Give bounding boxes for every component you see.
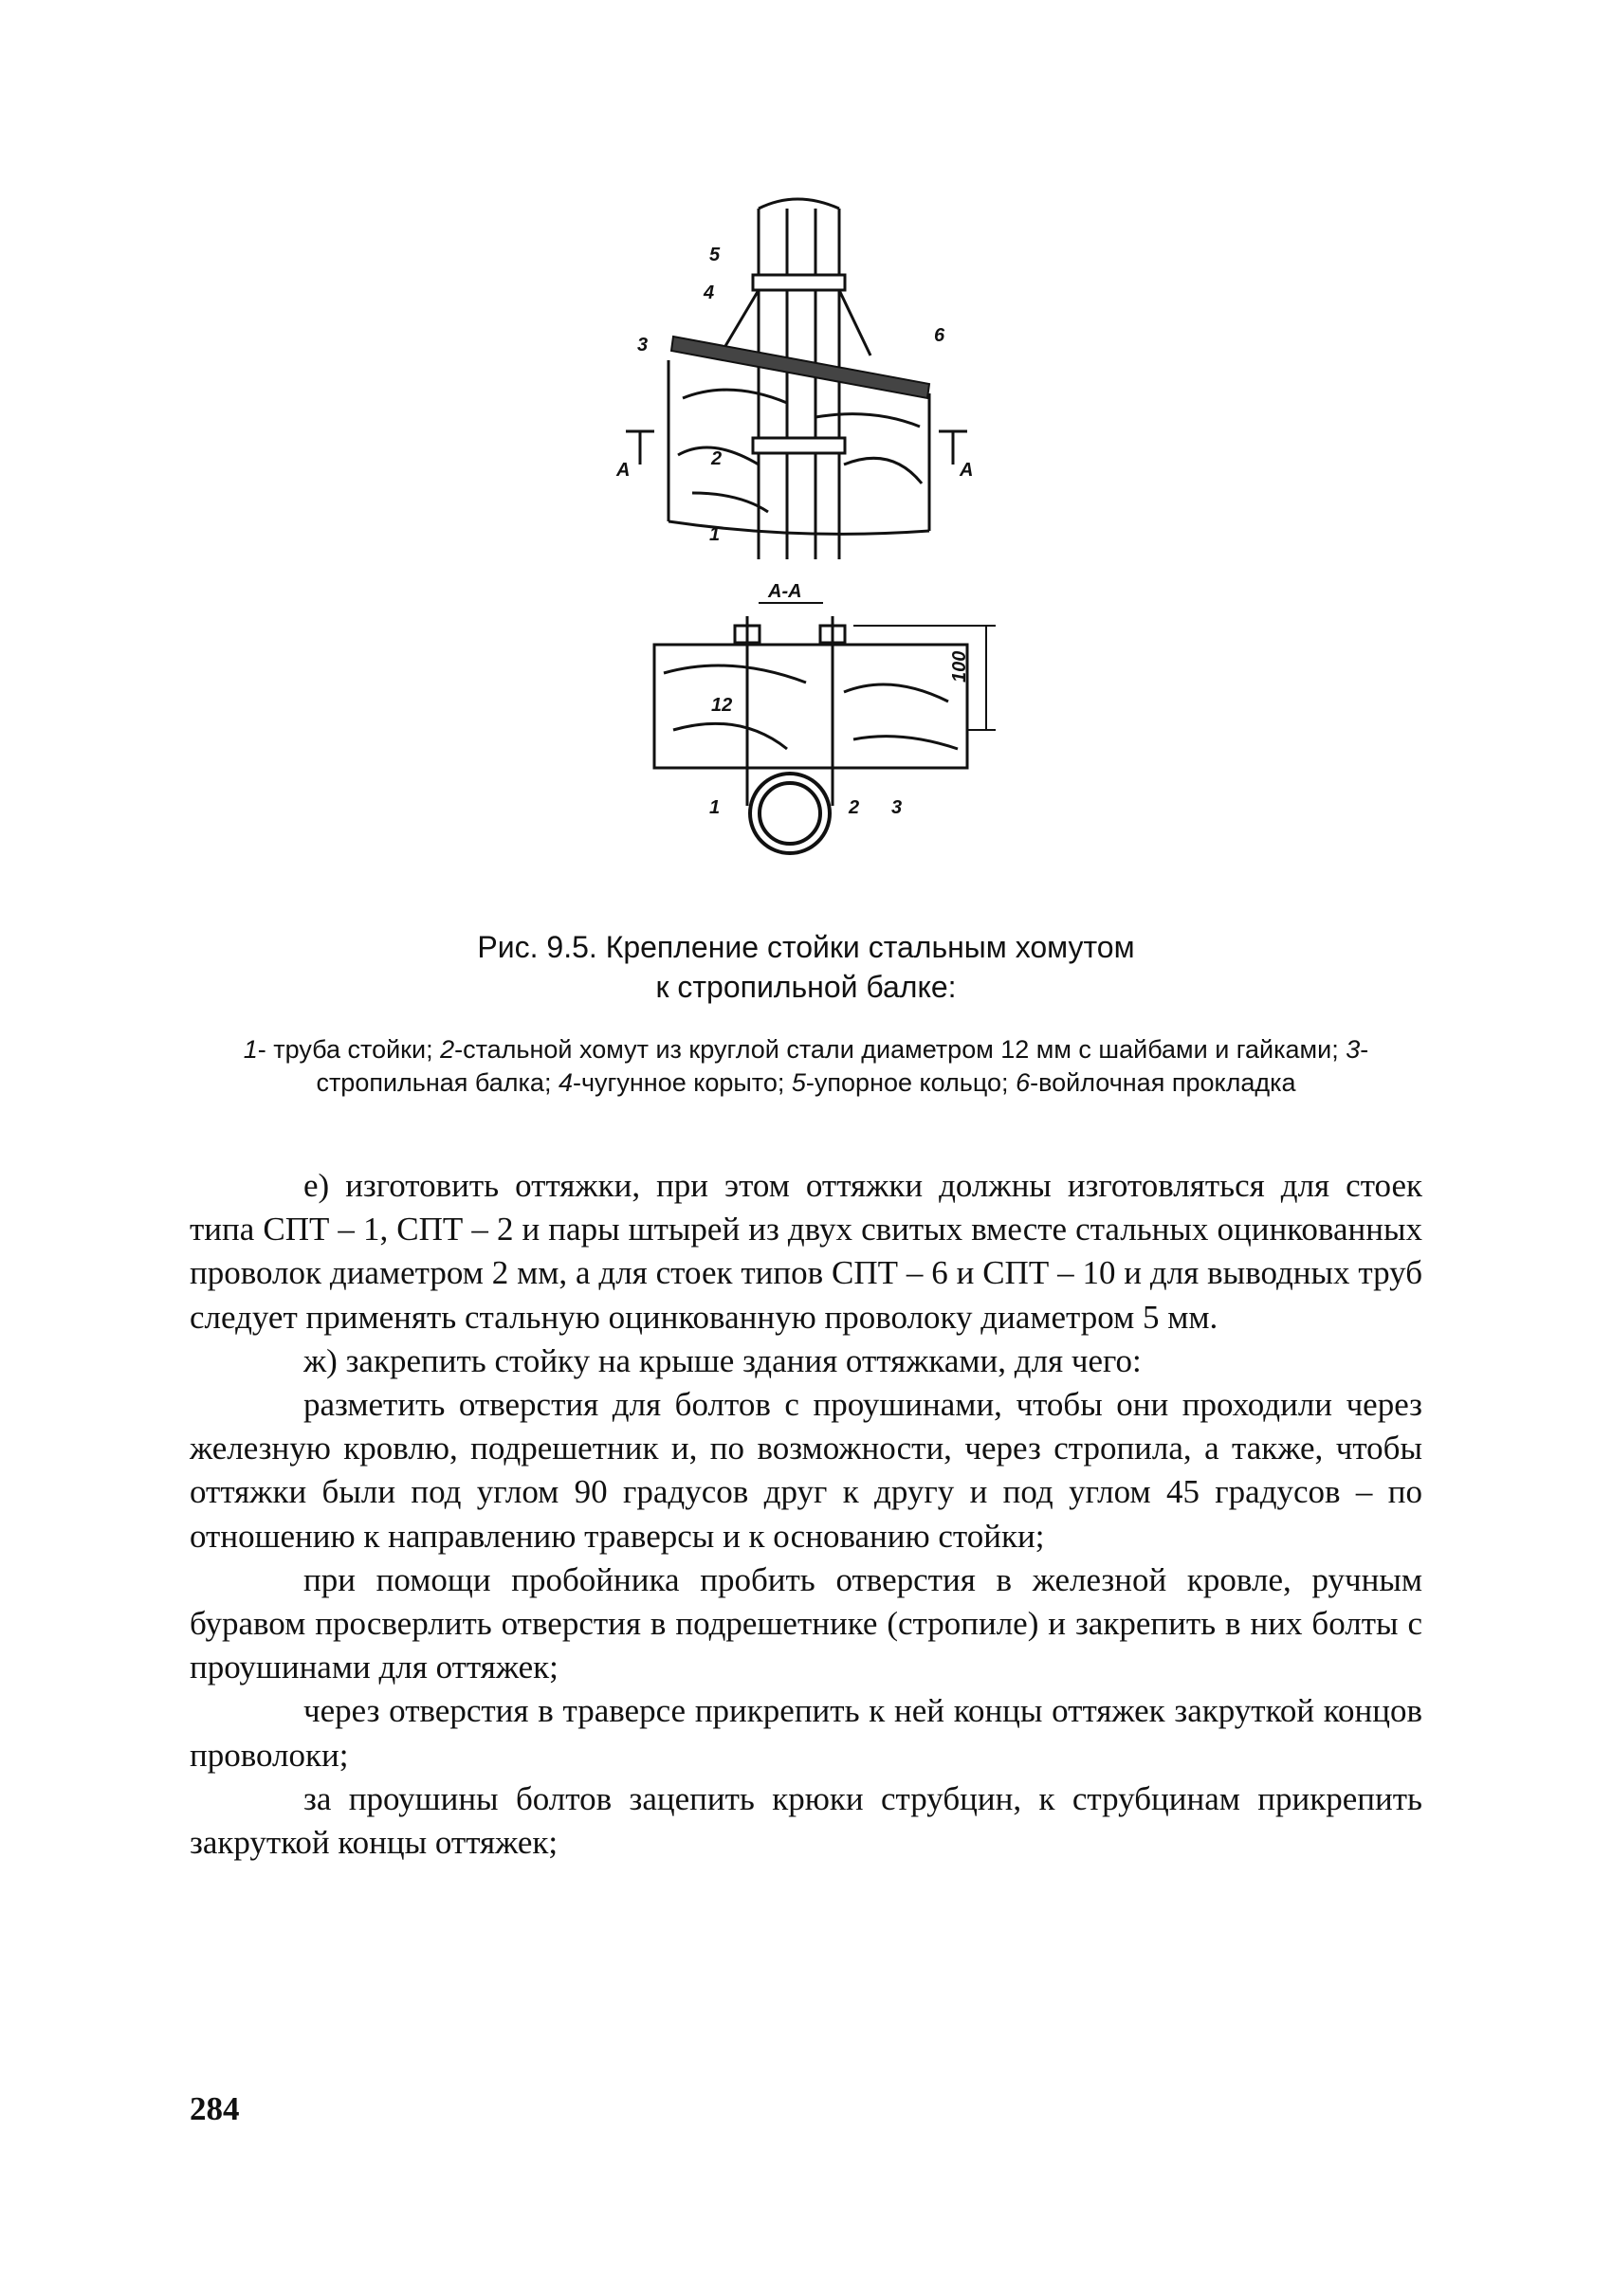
legend-text-1: - труба стойки; (257, 1035, 441, 1064)
label-a-left: А (616, 460, 631, 481)
label-6: 6 (934, 325, 945, 346)
dim-100 (853, 626, 996, 730)
cast-iron-trough (725, 290, 870, 355)
section-pipe (750, 774, 830, 853)
legend-text-3: -стропильная балка; (316, 1035, 1369, 1097)
figure-caption-title (247, 927, 1365, 1007)
paragraph-attach-traverse: через отверстия в траверсе прикрепить к ней концы оттяжек закруткой концов проволоки; (190, 1692, 1422, 1774)
legend-text-4: -чугунное корыто; (572, 1068, 792, 1097)
section-title: А-А (768, 581, 802, 602)
legend-num-2: 2 (440, 1035, 455, 1064)
label-1: 1 (709, 524, 721, 545)
label-a-right: А (960, 460, 974, 481)
caption-title-line-1: Рис. 9.5. Крепление стойки стальным хомутом (477, 930, 1135, 964)
legend-num-6: 6 (1016, 1068, 1031, 1097)
section-beam (654, 645, 967, 768)
caption-title-line-2: к стропильной балке: (655, 970, 957, 1004)
label-3-section: 3 (891, 797, 903, 818)
paragraph-zh: ж) закрепить стойку на крыше здания оттяжками, для чего: (303, 1341, 1142, 1379)
figure-9-5 (569, 180, 1024, 882)
label-12: 12 (711, 695, 733, 716)
legend-num-4: 4 (558, 1068, 573, 1097)
paragraph-punch-holes: при помощи пробойника пробить отверстия в железной кровле, ручным буравом просверлить отверстия в подрешетнике (стропиле) и закрепить в них болты с проушинами для оттяжек; (190, 1560, 1422, 1686)
legend-num-1: 1 (243, 1035, 258, 1064)
legend-num-3: 3 (1346, 1035, 1361, 1064)
body-text (190, 1164, 1422, 1865)
paragraph-hook-clamps: за проушины болтов зацепить крюки струбцин, к струбцинам прикрепить закруткой концы оттяжек; (190, 1779, 1422, 1862)
figure-legend (190, 1033, 1422, 1100)
label-1-section: 1 (709, 797, 721, 818)
legend-text-5: -упорное кольцо; (805, 1068, 1017, 1097)
legend-text-2: -стальной хомут из круглой стали диаметром 12 мм с шайбами и гайками; (454, 1035, 1346, 1064)
label-100: 100 (949, 650, 970, 683)
page-number: 284 (190, 2090, 240, 2127)
stop-ring (753, 275, 845, 290)
paragraph-e: е) изготовить оттяжки, при этом оттяжки должны изготовляться для стоек типа СПТ – 1, СПТ – 2 и пары штырей из двух свитых вместе стальных оцинкованных проволок диаметром 2 мм, а для стоек типов СПТ – 6 и СПТ – 10 и для выводных труб следует применять стальную оцинкованную проволоку диаметром 5 мм. (190, 1167, 1422, 1336)
legend-num-5: 5 (791, 1068, 806, 1097)
label-3: 3 (637, 335, 649, 355)
steel-clamp (753, 438, 845, 453)
label-5: 5 (709, 245, 721, 265)
label-4: 4 (704, 282, 715, 303)
label-2: 2 (711, 448, 723, 469)
paragraph-mark-holes: разметить отверстия для болтов с проушинами, чтобы они проходили через железную кровлю, подрешетник и, по возможности, через стропила, а также, чтобы оттяжки были под углом 90 градусов друг к другу и под углом 45 градусов – по отношению к направлению траверсы и к основанию стойки; (190, 1386, 1422, 1555)
label-2-section: 2 (849, 797, 860, 818)
felt-gasket (671, 337, 929, 398)
legend-text-6: -войлочная прокладка (1030, 1068, 1296, 1097)
